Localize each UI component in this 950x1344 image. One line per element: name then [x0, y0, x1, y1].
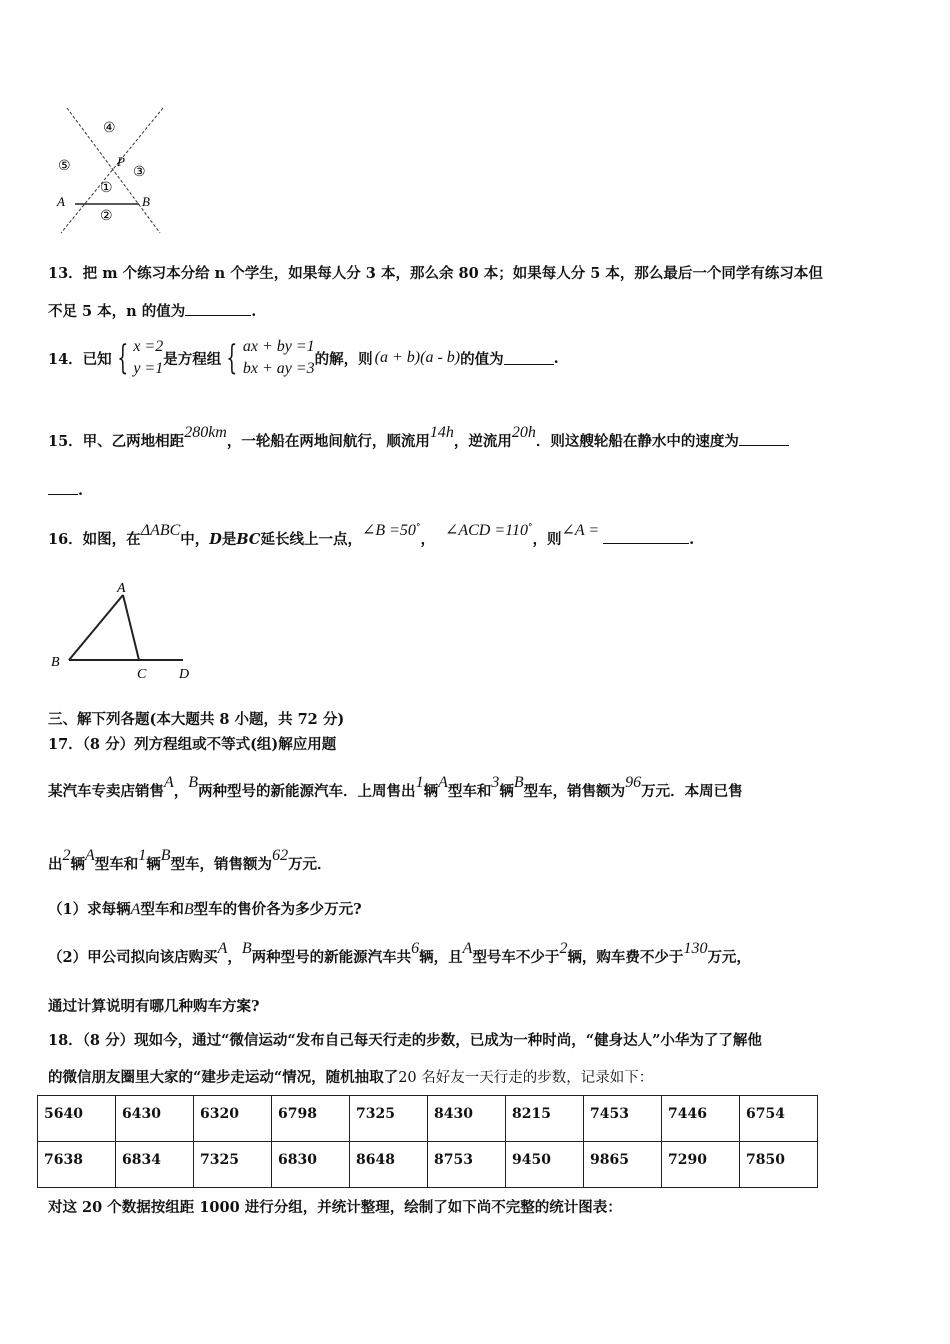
question-17-sub-1 — [48, 898, 362, 919]
q17-text: 型号车不少于 — [472, 949, 560, 966]
answer-blank-14[interactable] — [504, 352, 554, 365]
q17-text: 万元． — [288, 856, 332, 873]
question-14-mid: 是方程组 — [163, 350, 222, 368]
q17-comma: ， — [227, 949, 242, 966]
table-row — [38, 1096, 818, 1142]
question-16-lead: 16．如图，在 — [48, 531, 141, 548]
table-cell: 8430 — [428, 1096, 506, 1142]
question-17-paragraph-line-2 — [48, 847, 332, 874]
left-brace-icon: { — [226, 338, 238, 378]
degree-symbol: ° — [527, 523, 533, 533]
point-a-label: A — [57, 194, 65, 209]
budget-value: 130 — [683, 940, 708, 957]
downstream-time: 14h — [429, 424, 454, 441]
question-16-end: . — [689, 531, 695, 548]
point-d: D — [209, 531, 222, 548]
model-b: B — [513, 774, 524, 791]
question-16-text-5: ，则 — [532, 531, 562, 548]
table-cell: 9865 — [584, 1142, 662, 1188]
region-1-label: ① — [100, 180, 113, 196]
answer-blank-15-b[interactable] — [48, 482, 78, 495]
count-value: 1 — [415, 774, 424, 791]
question-17-sub-2-line-2: 通过计算说明有哪几种购车方案? — [48, 998, 260, 1015]
question-18-line-2 — [48, 1066, 653, 1087]
question-15 — [48, 424, 789, 451]
angle-b: ∠B =50 — [361, 522, 416, 539]
question-17-sub-2 — [48, 940, 751, 967]
region-4-label: ④ — [103, 120, 116, 136]
q17-text: 辆，且 — [419, 949, 463, 966]
q17-comma: ， — [173, 783, 189, 800]
question-14-tail-1: 的解，则 — [314, 350, 373, 368]
table-cell: 6798 — [272, 1096, 350, 1142]
question-16 — [48, 522, 695, 549]
table-cell: 7325 — [194, 1142, 272, 1188]
q17-text: 型车的售价各为多少万元? — [193, 901, 362, 918]
system-1-row-1: x =2 — [133, 338, 164, 355]
q17-text: （1）求每辆 — [48, 901, 131, 918]
question-15-lead: 15．甲、乙两地相距 — [48, 433, 185, 450]
question-13-line-1: 13．把 m 个练习本分给 n 个学生，如果每人分 3 本，那么余 80 本；如果每人分 5 本，那么最后一个同学有练习本但 — [48, 265, 823, 282]
q17-text: （2）甲公司拟向该店购买 — [48, 949, 218, 966]
question-17-paragraph-line-1 — [48, 774, 743, 801]
triangle-figure — [45, 578, 205, 683]
table-cell: 6320 — [194, 1096, 272, 1142]
q17-text: 辆 — [499, 783, 514, 800]
q17-text: 型车和 — [94, 856, 139, 873]
table-cell: 9450 — [506, 1142, 584, 1188]
question-14-lead: 14．已知 — [48, 350, 112, 368]
q17-text: 型车，销售额为 — [523, 783, 626, 800]
question-14-end: . — [553, 349, 559, 367]
count-value: 6 — [411, 940, 420, 957]
q17-text: 辆 — [423, 783, 439, 800]
table-cell: 7638 — [38, 1142, 116, 1188]
q17-text: 万元．本周已售 — [641, 783, 743, 800]
q17-text: 出 — [48, 856, 63, 873]
q18-text: 的微信朋友圈里大家的“建步走运动“情况，随机抽取了 — [48, 1069, 399, 1086]
vertex-c-label: C — [137, 667, 147, 682]
vertex-a-label: A — [117, 581, 126, 596]
question-17-title: 17．（8 分）列方程组或不等式(组)解应用题 — [48, 736, 337, 753]
q17-text: 型车和 — [447, 783, 492, 800]
model-a: A — [130, 901, 141, 918]
answer-blank-16[interactable] — [603, 531, 689, 544]
system-1 — [133, 336, 163, 380]
table-cell: 7290 — [662, 1142, 740, 1188]
model-b: B — [160, 847, 171, 864]
system-1-row-2: y =1 — [133, 360, 164, 377]
table-cell: 8215 — [506, 1096, 584, 1142]
count-value: 3 — [491, 774, 500, 791]
degree-symbol: ° — [415, 523, 421, 533]
table-row — [38, 1142, 818, 1188]
system-2-row-1: ax + by =1 — [242, 338, 315, 355]
point-p-label: P — [117, 154, 125, 169]
table-cell: 6834 — [116, 1142, 194, 1188]
table-cell: 7453 — [584, 1096, 662, 1142]
angle-a: ∠A = — [561, 522, 600, 539]
question-18-line-1: 18．（8 分）现如今，通过“微信运动“发布自己每天行走的步数，已成为一种时尚，“健身达人”小华为了了解他 — [48, 1032, 762, 1049]
model-a: A — [217, 940, 228, 957]
answer-blank-13[interactable] — [185, 303, 251, 316]
model-a: A — [462, 940, 473, 957]
table-cell: 6430 — [116, 1096, 194, 1142]
table-cell: 7325 — [350, 1096, 428, 1142]
q17-text: 某汽车专卖店销售 — [48, 783, 164, 800]
table-cell: 7446 — [662, 1096, 740, 1142]
angle-acd: ∠ACD =110 — [444, 522, 528, 539]
question-15-continued — [48, 482, 83, 499]
model-a: A — [438, 774, 448, 791]
question-13-line-2 — [48, 300, 256, 321]
answer-blank-15-a[interactable] — [739, 433, 789, 446]
question-16-text-2: 是 — [221, 531, 237, 548]
q18-text: 名好友一天行走的步数，记录如下： — [416, 1070, 654, 1086]
question-18-after-table: 对这 20 个数据按组距 1000 进行分组，并统计整理，绘制了如下尚不完整的统计图表： — [48, 1199, 622, 1216]
question-16-text-4: ， — [420, 531, 435, 548]
system-2 — [243, 336, 315, 380]
q17-text: 型车，销售额为 — [170, 856, 273, 873]
question-15-text-2: ，逆流用 — [453, 433, 512, 450]
model-b: B — [183, 901, 194, 918]
question-13-end: . — [251, 303, 257, 320]
model-a: A — [164, 774, 174, 791]
q17-text: 辆 — [146, 856, 161, 873]
distance-value: 280km — [184, 424, 227, 441]
q17-text: 两种型号的新能源汽车共 — [251, 949, 412, 966]
sample-size: 20 — [398, 1070, 417, 1086]
table-cell: 5640 — [38, 1096, 116, 1142]
table-cell: 6830 — [272, 1142, 350, 1188]
question-13-text: 不足 5 本，n 的值为 — [48, 303, 186, 320]
sales-value: 62 — [272, 847, 289, 864]
question-15-text-3: ．则这艘轮船在静水中的速度为 — [535, 433, 739, 450]
q17-text: 辆 — [70, 856, 85, 873]
question-15-text-1: ，一轮船在两地间航行，顺流用 — [226, 433, 430, 450]
table-cell: 7850 — [740, 1142, 818, 1188]
vertex-b-label: B — [51, 655, 60, 670]
model-a: A — [85, 847, 95, 864]
system-2-row-2: bx + ay =3 — [242, 360, 315, 377]
question-16-text-1: 中， — [180, 531, 210, 548]
count-value: 2 — [62, 847, 71, 864]
model-b: B — [241, 940, 252, 957]
question-14 — [48, 330, 559, 386]
question-15-end: . — [78, 482, 84, 499]
table-cell: 8648 — [350, 1142, 428, 1188]
question-16-text-3: 延长线上一点， — [260, 531, 362, 548]
q17-text: 两种型号的新能源汽车．上周售出 — [198, 783, 416, 800]
steps-data-table — [37, 1095, 818, 1188]
q17-text: 万元， — [707, 949, 751, 966]
table-cell: 6754 — [740, 1096, 818, 1142]
q17-text: 辆，购车费不少于 — [567, 949, 684, 966]
table-cell: 8753 — [428, 1142, 506, 1188]
question-14-expression: (a + b)(a - b) — [374, 349, 461, 366]
upstream-time: 20h — [511, 424, 536, 441]
q17-text: 型车和 — [140, 901, 184, 918]
count-value: 1 — [138, 847, 147, 864]
point-d-label: D — [179, 667, 190, 682]
region-5-label: ⑤ — [58, 158, 71, 174]
point-b-label: B — [142, 194, 150, 209]
intersecting-lines-figure — [45, 98, 175, 243]
model-b: B — [188, 774, 199, 791]
triangle-name: ΔABC — [140, 522, 181, 539]
question-14-tail-2: 的值为 — [460, 350, 504, 368]
sales-value: 96 — [625, 774, 642, 791]
count-value: 2 — [559, 940, 568, 957]
left-brace-icon: { — [117, 338, 128, 378]
segment-bc: BC — [236, 531, 261, 548]
region-3-label: ③ — [133, 164, 146, 180]
region-2-label: ② — [100, 208, 113, 224]
section-3-heading: 三、解下列各题(本大题共 8 小题，共 72 分) — [48, 711, 345, 728]
